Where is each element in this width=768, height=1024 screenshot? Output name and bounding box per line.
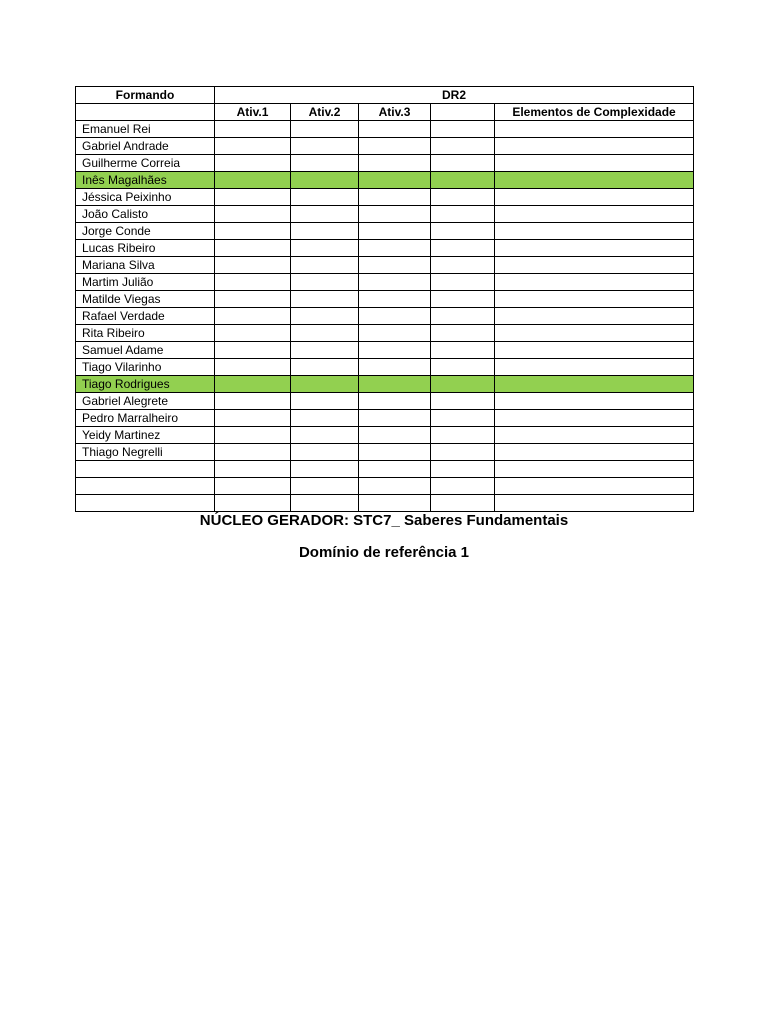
student-name-cell[interactable] [76, 495, 215, 512]
complexity-cell[interactable] [495, 291, 694, 308]
table-row [76, 189, 694, 206]
ativ2-cell[interactable] [291, 223, 359, 240]
blank-cell[interactable] [431, 325, 495, 342]
ativ1-cell[interactable] [215, 257, 291, 274]
ativ3-cell[interactable] [359, 206, 431, 223]
complexity-cell[interactable] [495, 206, 694, 223]
ativ1-cell[interactable] [215, 325, 291, 342]
ativ1-cell[interactable] [215, 359, 291, 376]
complexity-cell[interactable] [495, 444, 694, 461]
ativ3-cell[interactable] [359, 240, 431, 257]
ativ2-cell[interactable] [291, 274, 359, 291]
table-row [76, 325, 694, 342]
complexity-cell[interactable] [495, 189, 694, 206]
ativ2-cell[interactable] [291, 325, 359, 342]
table-row [76, 410, 694, 427]
ativ2-cell[interactable] [291, 495, 359, 512]
dr2-label: DR2 [442, 88, 467, 102]
table-row [76, 121, 694, 138]
complexity-cell[interactable] [495, 478, 694, 495]
complexity-cell[interactable] [495, 427, 694, 444]
blank-cell[interactable] [431, 206, 495, 223]
blank-cell[interactable] [431, 138, 495, 155]
complexity-cell[interactable] [495, 274, 694, 291]
complexity-cell[interactable] [495, 359, 694, 376]
ativ3-cell[interactable] [359, 393, 431, 410]
blank-cell[interactable] [431, 393, 495, 410]
dr2-group-header [215, 87, 694, 104]
student-name-cell[interactable]: Jéssica Peixinho [76, 189, 215, 206]
formando-header-blank [76, 104, 215, 121]
ativ1-cell[interactable] [215, 495, 291, 512]
ativ2-cell[interactable] [291, 444, 359, 461]
blank-cell[interactable] [431, 359, 495, 376]
blank-cell[interactable] [431, 223, 495, 240]
ativ1-cell[interactable] [215, 308, 291, 325]
blank-cell[interactable] [431, 427, 495, 444]
complexity-cell[interactable] [495, 342, 694, 359]
student-name-cell[interactable]: Mariana Silva [76, 257, 215, 274]
ativ1-cell[interactable] [215, 376, 291, 393]
nucleo-gerador-title: NÚCLEO GERADOR: STC7_ Saberes Fundamentais [199, 512, 569, 529]
students-table [75, 86, 694, 512]
student-name-cell[interactable]: Emanuel Rei [76, 121, 215, 138]
complexity-cell[interactable] [495, 257, 694, 274]
ativ2-cell[interactable] [291, 121, 359, 138]
ativ3-cell[interactable] [359, 189, 431, 206]
ativ3-cell[interactable] [359, 342, 431, 359]
ativ3-cell[interactable] [359, 325, 431, 342]
blank-cell[interactable] [431, 444, 495, 461]
ativ3-cell[interactable] [359, 223, 431, 240]
ativ2-cell[interactable] [291, 342, 359, 359]
complexity-cell[interactable] [495, 308, 694, 325]
ativ1-cell[interactable] [215, 206, 291, 223]
table-row [76, 359, 694, 376]
complexity-cell[interactable] [495, 325, 694, 342]
ativ1-cell[interactable] [215, 342, 291, 359]
ativ2-cell[interactable] [291, 410, 359, 427]
ativ1-cell[interactable] [215, 121, 291, 138]
student-name-cell[interactable]: Guilherme Correia [76, 155, 215, 172]
table-row [76, 495, 694, 512]
ativ1-cell[interactable] [215, 240, 291, 257]
ativ3-cell[interactable] [359, 478, 431, 495]
blank-cell[interactable] [431, 257, 495, 274]
blank-header [431, 104, 495, 121]
student-name-cell[interactable]: Inês Magalhães [76, 172, 215, 189]
ativ2-cell[interactable] [291, 478, 359, 495]
ativ2-cell[interactable] [291, 172, 359, 189]
blank-cell[interactable] [431, 189, 495, 206]
table-row [76, 342, 694, 359]
ativ3-cell[interactable] [359, 172, 431, 189]
complexity-cell[interactable] [495, 495, 694, 512]
ativ2-cell[interactable] [291, 359, 359, 376]
student-name-cell[interactable]: Martim Julião [76, 274, 215, 291]
blank-cell[interactable] [431, 240, 495, 257]
student-name-cell[interactable]: Pedro Marralheiro [76, 410, 215, 427]
ativ2-cell[interactable] [291, 206, 359, 223]
table-row [76, 393, 694, 410]
table-row [76, 444, 694, 461]
blank-cell[interactable] [431, 410, 495, 427]
student-name-cell[interactable]: Rita Ribeiro [76, 325, 215, 342]
complexity-cell[interactable] [495, 138, 694, 155]
ativ2-cell[interactable] [291, 189, 359, 206]
ativ3-cell[interactable] [359, 291, 431, 308]
table-row [76, 257, 694, 274]
ativ3-cell[interactable] [359, 121, 431, 138]
table-row [76, 461, 694, 478]
student-name-cell[interactable] [76, 461, 215, 478]
table-row [76, 240, 694, 257]
student-name-cell[interactable]: Gabriel Alegrete [76, 393, 215, 410]
ativ1-cell[interactable] [215, 223, 291, 240]
ativ2-cell[interactable] [291, 308, 359, 325]
ativ1-cell[interactable] [215, 427, 291, 444]
blank-cell[interactable] [431, 155, 495, 172]
complexity-cell[interactable] [495, 461, 694, 478]
ativ1-cell[interactable] [215, 410, 291, 427]
table-row [76, 138, 694, 155]
ativ1-cell[interactable] [215, 461, 291, 478]
ativ3-cell[interactable] [359, 308, 431, 325]
header-row-2 [76, 104, 694, 121]
blank-cell[interactable] [431, 274, 495, 291]
table-row [76, 223, 694, 240]
table-row [76, 274, 694, 291]
table-row [76, 291, 694, 308]
complexity-cell[interactable] [495, 172, 694, 189]
table-row [76, 376, 694, 393]
complexity-cell[interactable] [495, 410, 694, 427]
ativ1-cell[interactable] [215, 444, 291, 461]
complexity-cell[interactable] [495, 376, 694, 393]
blank-cell[interactable] [431, 121, 495, 138]
student-name-cell[interactable]: Lucas Ribeiro [76, 240, 215, 257]
ativ3-cell[interactable] [359, 376, 431, 393]
ativ3-cell[interactable] [359, 495, 431, 512]
ativ2-cell[interactable] [291, 393, 359, 410]
ativ3-cell[interactable] [359, 257, 431, 274]
ativ2-cell[interactable] [291, 240, 359, 257]
ativ2-cell[interactable] [291, 291, 359, 308]
ativ2-cell[interactable] [291, 257, 359, 274]
ativ3-cell[interactable] [359, 359, 431, 376]
complexity-cell[interactable] [495, 155, 694, 172]
ativ1-cell[interactable] [215, 393, 291, 410]
blank-cell[interactable] [431, 461, 495, 478]
ativ1-cell[interactable] [215, 274, 291, 291]
ativ3-cell[interactable] [359, 410, 431, 427]
ativ3-cell[interactable] [359, 155, 431, 172]
blank-cell[interactable] [431, 291, 495, 308]
blank-cell[interactable] [431, 376, 495, 393]
ativ1-cell[interactable] [215, 291, 291, 308]
blank-cell[interactable] [431, 342, 495, 359]
ativ3-cell[interactable] [359, 138, 431, 155]
table-row [76, 427, 694, 444]
ativ1-cell[interactable] [215, 172, 291, 189]
table-row [76, 308, 694, 325]
student-name-cell[interactable]: Samuel Adame [76, 342, 215, 359]
ativ3-header: Ativ.3 [359, 104, 431, 121]
ativ2-cell[interactable] [291, 427, 359, 444]
student-name-cell[interactable]: Yeidy Martinez [76, 427, 215, 444]
dominio-referencia-title: Domínio de referência 1 [298, 544, 470, 561]
blank-cell[interactable] [431, 495, 495, 512]
ativ2-cell[interactable] [291, 155, 359, 172]
table-row [76, 155, 694, 172]
formando-header: Formando [76, 87, 215, 104]
student-name-cell[interactable]: Tiago Vilarinho [76, 359, 215, 376]
ativ1-cell[interactable] [215, 138, 291, 155]
ativ2-cell[interactable] [291, 376, 359, 393]
complexity-cell[interactable] [495, 393, 694, 410]
complexity-cell[interactable] [495, 223, 694, 240]
ativ3-cell[interactable] [359, 427, 431, 444]
ativ3-cell[interactable] [359, 461, 431, 478]
ativ2-cell[interactable] [291, 138, 359, 155]
ativ1-cell[interactable] [215, 189, 291, 206]
ativ2-header: Ativ.2 [291, 104, 359, 121]
ativ1-cell[interactable] [215, 478, 291, 495]
student-name-cell[interactable] [76, 478, 215, 495]
complexity-cell[interactable] [495, 121, 694, 138]
ativ1-cell[interactable] [215, 155, 291, 172]
student-name-cell[interactable]: Jorge Conde [76, 223, 215, 240]
student-name-cell[interactable]: João Calisto [76, 206, 215, 223]
ativ3-cell[interactable] [359, 444, 431, 461]
complexity-header: Elementos de Complexidade [495, 104, 694, 121]
blank-cell[interactable] [431, 172, 495, 189]
student-name-cell[interactable]: Thiago Negrelli [76, 444, 215, 461]
student-name-cell[interactable]: Rafael Verdade [76, 308, 215, 325]
complexity-cell[interactable] [495, 240, 694, 257]
blank-cell[interactable] [431, 308, 495, 325]
ativ2-cell[interactable] [291, 461, 359, 478]
student-name-cell[interactable]: Gabriel Andrade [76, 138, 215, 155]
blank-cell[interactable] [431, 478, 495, 495]
student-name-cell[interactable]: Matilde Viegas [76, 291, 215, 308]
header-row-1 [76, 87, 694, 104]
ativ3-cell[interactable] [359, 274, 431, 291]
table-row [76, 478, 694, 495]
student-name-cell[interactable]: Tiago Rodrigues [76, 376, 215, 393]
ativ1-header: Ativ.1 [215, 104, 291, 121]
table-row [76, 172, 694, 189]
table-row [76, 206, 694, 223]
